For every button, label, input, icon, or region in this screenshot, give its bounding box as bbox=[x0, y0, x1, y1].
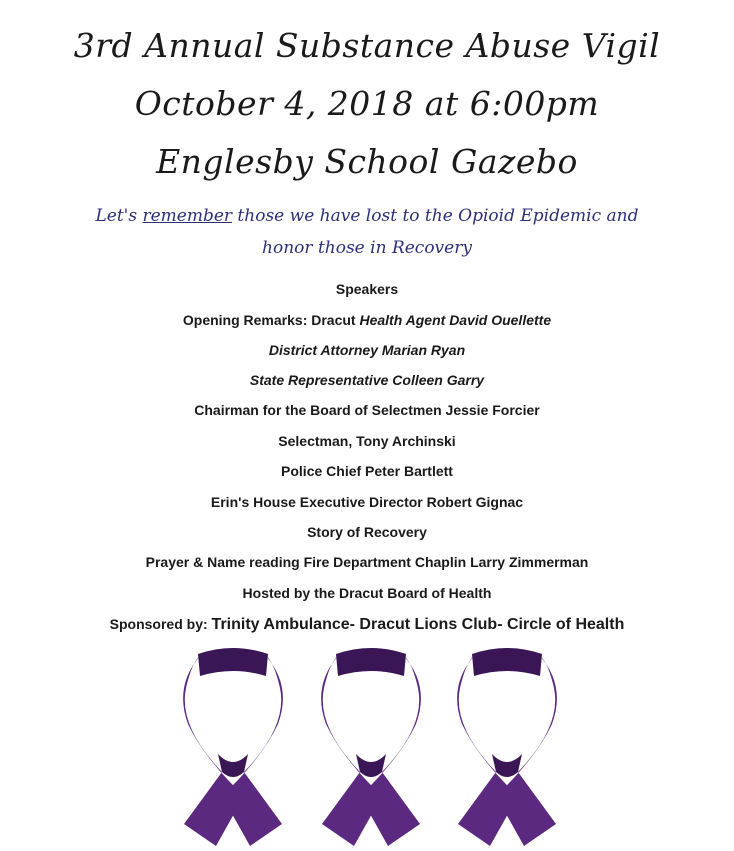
tagline-line-1 bbox=[0, 206, 734, 226]
speaker-opening-name: Health Agent David Ouellette bbox=[359, 312, 552, 328]
event-date-time: October 4, 2018 at 6:00pm bbox=[134, 84, 600, 123]
speaker-item bbox=[0, 342, 734, 358]
speaker-item-text: District Attorney Marian Ryan bbox=[268, 342, 466, 358]
speaker-item-text: State Representative Colleen Garry bbox=[249, 372, 485, 388]
speaker-item: Story of Recovery bbox=[307, 524, 427, 540]
speaker-item bbox=[0, 372, 734, 388]
sponsor-names: Trinity Ambulance- Dracut Lions Club- Circle of Health bbox=[211, 616, 625, 633]
tagline-line-2: honor those in Recovery bbox=[262, 238, 472, 258]
awareness-ribbon-icon bbox=[296, 646, 446, 851]
sponsor-label: Sponsored by: bbox=[109, 616, 212, 632]
ribbon-shape bbox=[183, 648, 283, 846]
tagline-text-start: Let's bbox=[95, 206, 143, 226]
awareness-ribbon-icon bbox=[158, 646, 308, 851]
speaker-item: Erin's House Executive Director Robert Gignac bbox=[210, 494, 524, 510]
ribbon-shape bbox=[321, 648, 421, 846]
tagline-text-end: those we have lost to the Opioid Epidemic and bbox=[232, 206, 639, 226]
speakers-heading: Speakers bbox=[335, 281, 399, 297]
speaker-item: Police Chief Peter Bartlett bbox=[281, 463, 453, 479]
speaker-opening-prefix: Opening Remarks: Dracut bbox=[182, 312, 360, 328]
ribbon-shape bbox=[457, 648, 557, 846]
event-location: Englesby School Gazebo bbox=[156, 142, 578, 181]
speaker-item: Prayer & Name reading Fire Department Chaplin Larry Zimmerman bbox=[145, 554, 589, 570]
speaker-item: Selectman, Tony Archinski bbox=[278, 433, 456, 449]
event-title: 3rd Annual Substance Abuse Vigil bbox=[73, 26, 661, 65]
speaker-item: Chairman for the Board of Selectmen Jessie Forcier bbox=[194, 402, 540, 418]
sponsor-line bbox=[0, 616, 734, 634]
awareness-ribbon-icon bbox=[432, 646, 582, 851]
speaker-opening-remarks bbox=[0, 312, 734, 328]
tagline-underlined-word: remember bbox=[142, 206, 233, 226]
host-line: Hosted by the Dracut Board of Health bbox=[242, 585, 492, 601]
